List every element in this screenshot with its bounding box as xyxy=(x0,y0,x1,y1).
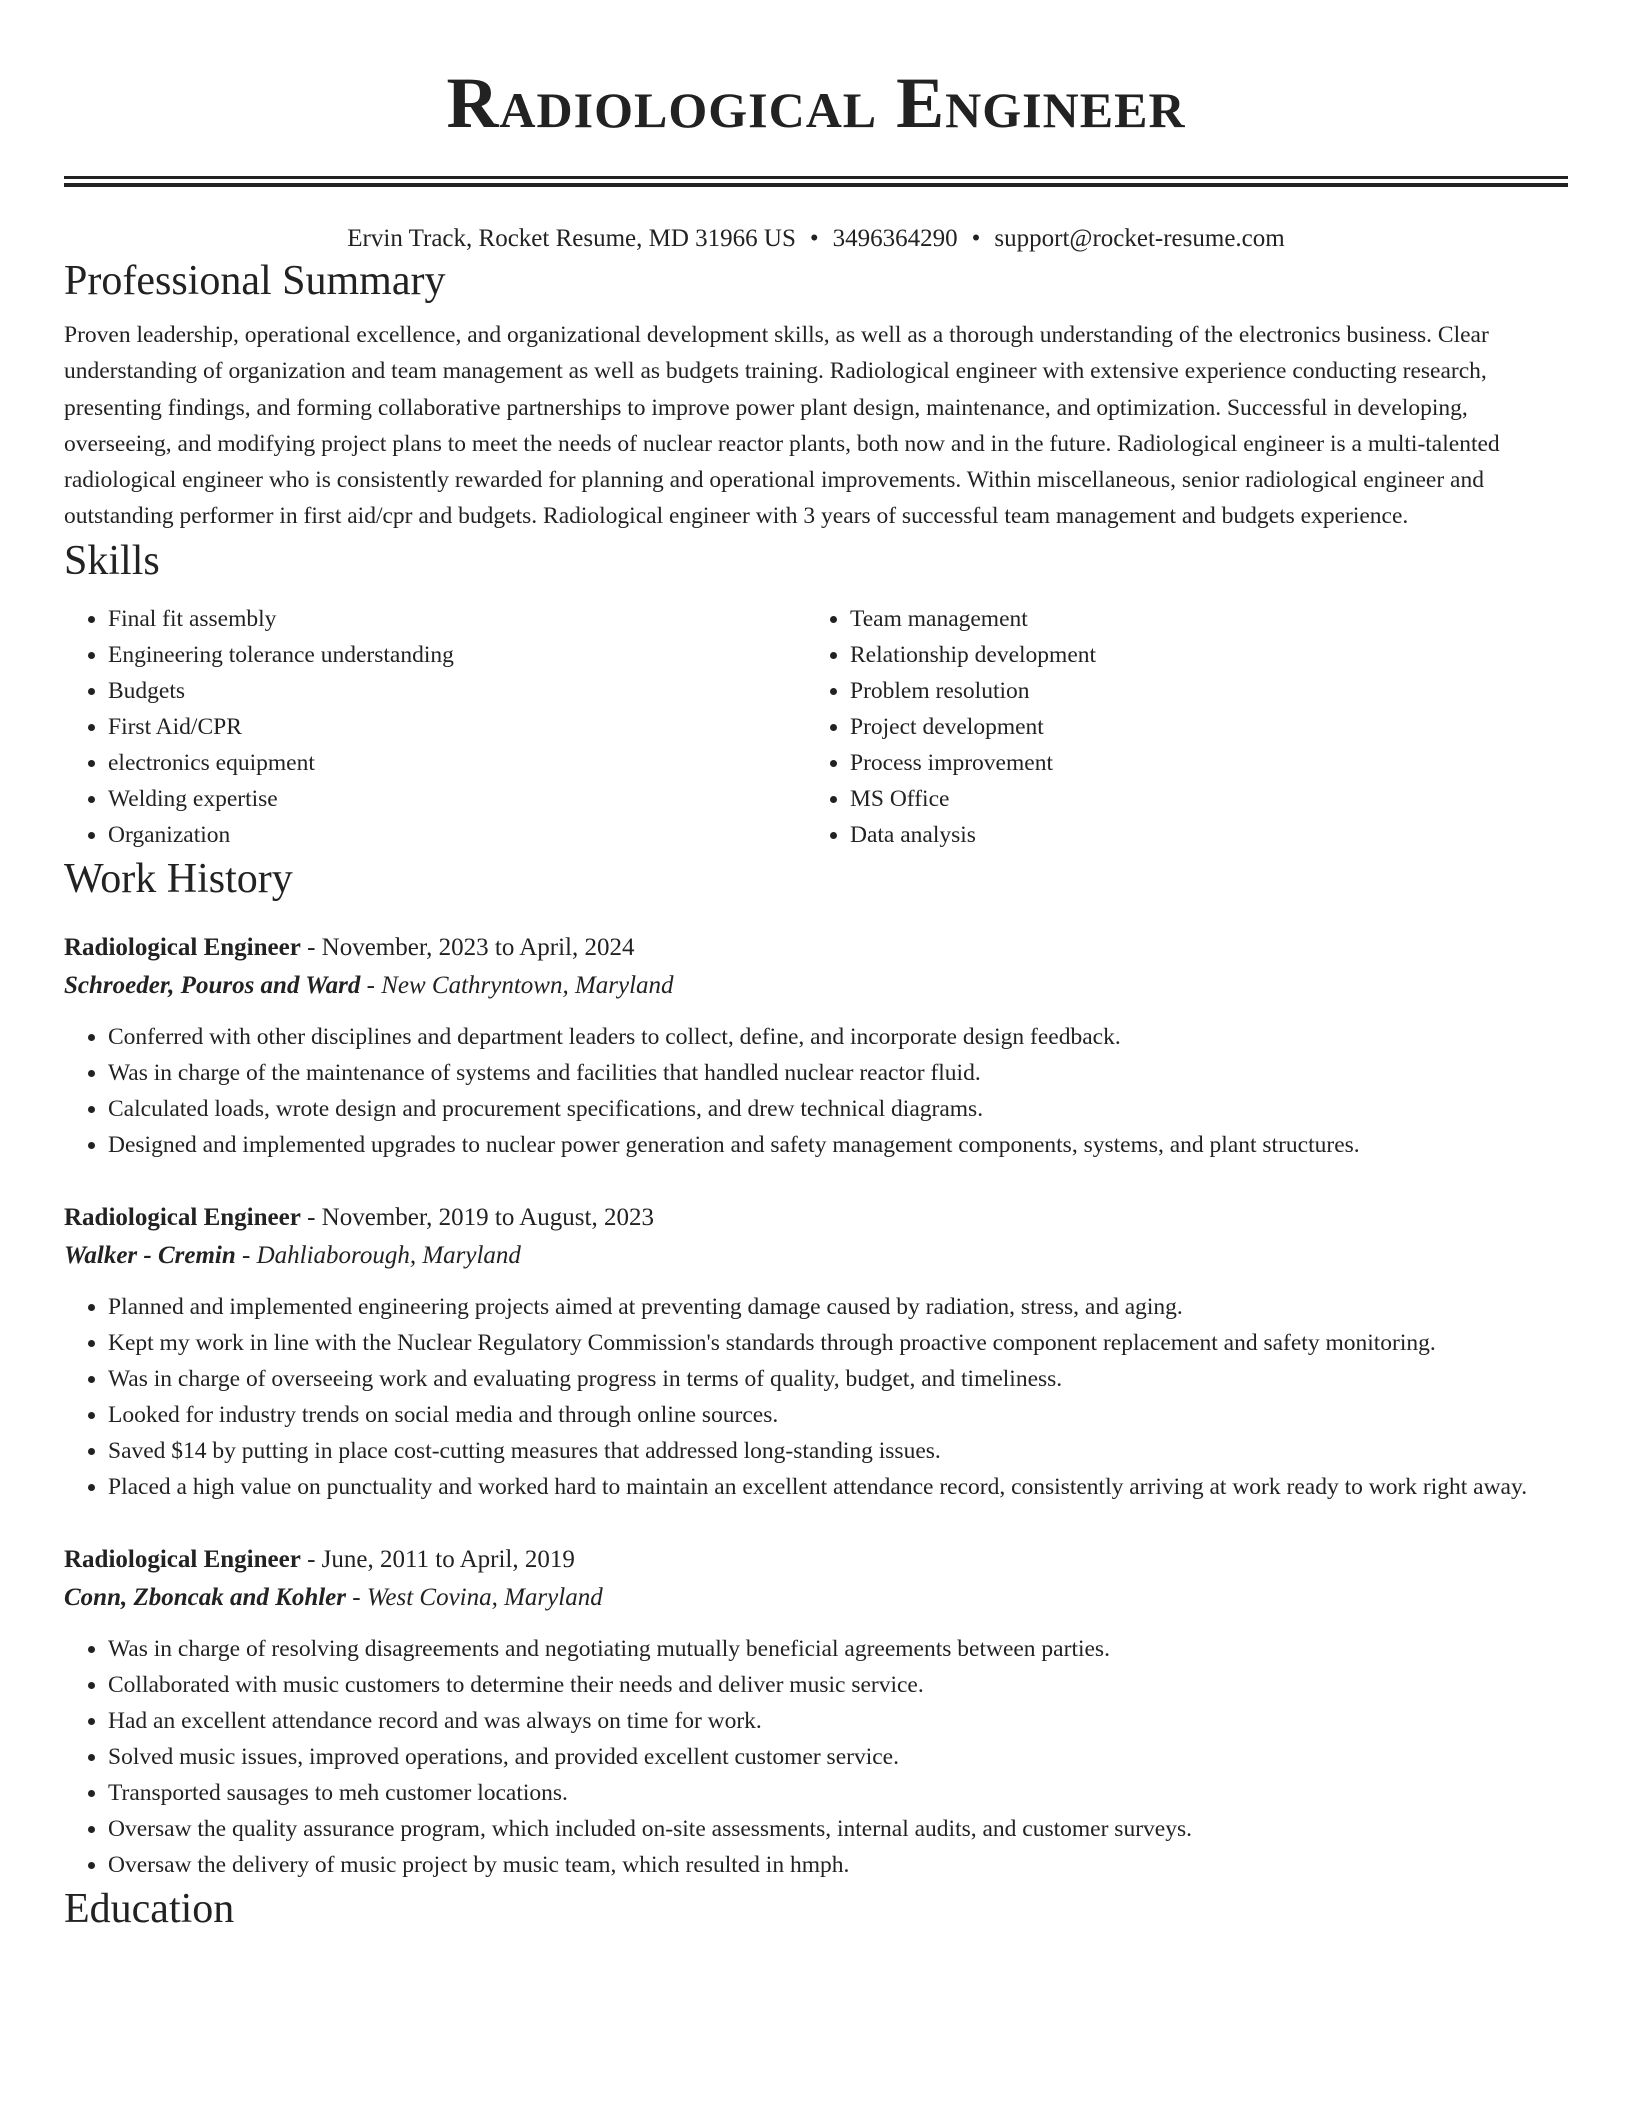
skill-item: • Data analysis xyxy=(850,817,1548,853)
job-bullet: • Kept my work in line with the Nuclear Regulatory Commission's standards through proactive component replacement and safety monitoring. xyxy=(108,1325,1568,1361)
skill-item: • First Aid/CPR xyxy=(108,709,806,745)
job-bullet: • Oversaw the quality assurance program, which included on-site assessments, internal audits, and customer surveys. xyxy=(108,1811,1568,1847)
job-bullet: • Designed and implemented upgrades to nuclear power generation and safety management components, systems, and plant structures. xyxy=(108,1127,1568,1163)
job-bullet: • Had an excellent attendance record and was always on time for work. xyxy=(108,1703,1568,1739)
contact-email: support@rocket-resume.com xyxy=(994,225,1285,252)
job-bullet: • Transported sausages to meh customer locations. xyxy=(108,1775,1568,1811)
skill-item: • Team management xyxy=(850,601,1548,637)
skills-columns xyxy=(64,601,1568,853)
skills-list-left xyxy=(64,601,806,853)
job-bullets xyxy=(64,1019,1568,1163)
skill-item: • Engineering tolerance understanding xyxy=(108,637,806,673)
job-dates: - November, 2019 to August, 2023 xyxy=(300,1203,654,1231)
job-title-line xyxy=(64,929,1568,967)
job-company: Walker - Cremin xyxy=(64,1241,236,1269)
skills-list-right xyxy=(806,601,1548,853)
skill-item: • Process improvement xyxy=(850,745,1548,781)
skill-item: • Welding expertise xyxy=(108,781,806,817)
job-bullet: • Was in charge of the maintenance of systems and facilities that handled nuclear reactor fluid. xyxy=(108,1055,1568,1091)
contact-separator: • xyxy=(809,225,819,252)
job-entry xyxy=(64,1541,1568,1883)
summary-text: Proven leadership, operational excellence, and organizational development skills, as well as a thorough understanding of the electronics business. Clear understanding of organization and team management as well as budgets training. Radiological engineer with extensive experience conducting research, presenting findings, and forming collaborative partnerships to improve power plant design, maintenance, and optimization. Successful in developing, overseeing, and modifying project plans to meet the needs of nuclear reactor plants, both now and in the future. Radiological engineer is a multi-talented radiological engineer who is consistently rewarded for planning and operational improvements. Within miscellaneous, senior radiological engineer and outstanding performer in first aid/cpr and budgets. Radiological engineer with 3 years of successful team management and budgets experience. xyxy=(64,322,1500,530)
job-dates: - June, 2011 to April, 2019 xyxy=(300,1545,575,1573)
job-company: Conn, Zboncak and Kohler xyxy=(64,1583,347,1611)
summary-heading: Professional Summary xyxy=(64,258,446,304)
job-bullet: • Collaborated with music customers to determine their needs and deliver music service. xyxy=(108,1667,1568,1703)
job-bullets xyxy=(64,1631,1568,1883)
job-bullet: • Conferred with other disciplines and department leaders to collect, define, and incorporate design feedback. xyxy=(108,1019,1568,1055)
job-company-line xyxy=(64,1237,1568,1275)
title-divider xyxy=(64,176,1568,187)
skill-item: • Problem resolution xyxy=(850,673,1548,709)
skill-item: • Budgets xyxy=(108,673,806,709)
job-entry xyxy=(64,929,1568,1163)
skill-item: • electronics equipment xyxy=(108,745,806,781)
job-title: Radiological Engineer xyxy=(64,933,301,961)
contact-phone: 3496364290 xyxy=(832,225,958,252)
job-location: - New Cathryntown, Maryland xyxy=(360,971,674,999)
contact-address: Ervin Track, Rocket Resume, MD 31966 US xyxy=(347,225,796,252)
job-bullet: • Looked for industry trends on social media and through online sources. xyxy=(108,1397,1568,1433)
resume-title: Radiological Engineer xyxy=(446,63,1186,143)
job-bullets xyxy=(64,1289,1568,1505)
skill-item: • Final fit assembly xyxy=(108,601,806,637)
skill-item: • MS Office xyxy=(850,781,1548,817)
contact-line xyxy=(64,223,1568,255)
job-company-line xyxy=(64,967,1568,1005)
job-bullet: • Oversaw the delivery of music project by music team, which resulted in hmph. xyxy=(108,1847,1568,1883)
skills-heading: Skills xyxy=(64,537,160,584)
job-bullet: • Calculated loads, wrote design and procurement specifications, and drew technical diagrams. xyxy=(108,1091,1568,1127)
education-heading: Education xyxy=(64,1885,235,1932)
skill-item: • Organization xyxy=(108,817,806,853)
job-bullet: • Planned and implemented engineering projects aimed at preventing damage caused by radiation, stress, and aging. xyxy=(108,1289,1568,1325)
job-company: Schroeder, Pouros and Ward xyxy=(64,971,361,999)
job-bullet: • Placed a high value on punctuality and worked hard to maintain an excellent attendance record, consistently arriving at work ready to work right away. xyxy=(108,1469,1568,1505)
job-location: - West Covina, Maryland xyxy=(346,1583,603,1611)
skill-item: • Project development xyxy=(850,709,1548,745)
job-location: - Dahliaborough, Maryland xyxy=(235,1241,521,1269)
skill-item: • Relationship development xyxy=(850,637,1548,673)
job-bullet: • Saved $14 by putting in place cost-cutting measures that addressed long-standing issues. xyxy=(108,1433,1568,1469)
work-history-heading: Work History xyxy=(64,855,293,902)
job-title: Radiological Engineer xyxy=(64,1545,301,1573)
job-entry xyxy=(64,1199,1568,1505)
job-bullet: • Was in charge of resolving disagreements and negotiating mutually beneficial agreements between parties. xyxy=(108,1631,1568,1667)
job-dates: - November, 2023 to April, 2024 xyxy=(300,933,635,961)
job-title: Radiological Engineer xyxy=(64,1203,301,1231)
job-bullet: • Solved music issues, improved operations, and provided excellent customer service. xyxy=(108,1739,1568,1775)
contact-separator: • xyxy=(971,225,981,252)
job-bullet: • Was in charge of overseeing work and evaluating progress in terms of quality, budget, and timeliness. xyxy=(108,1361,1568,1397)
job-company-line xyxy=(64,1579,1568,1617)
job-title-line xyxy=(64,1199,1568,1237)
job-title-line xyxy=(64,1541,1568,1579)
